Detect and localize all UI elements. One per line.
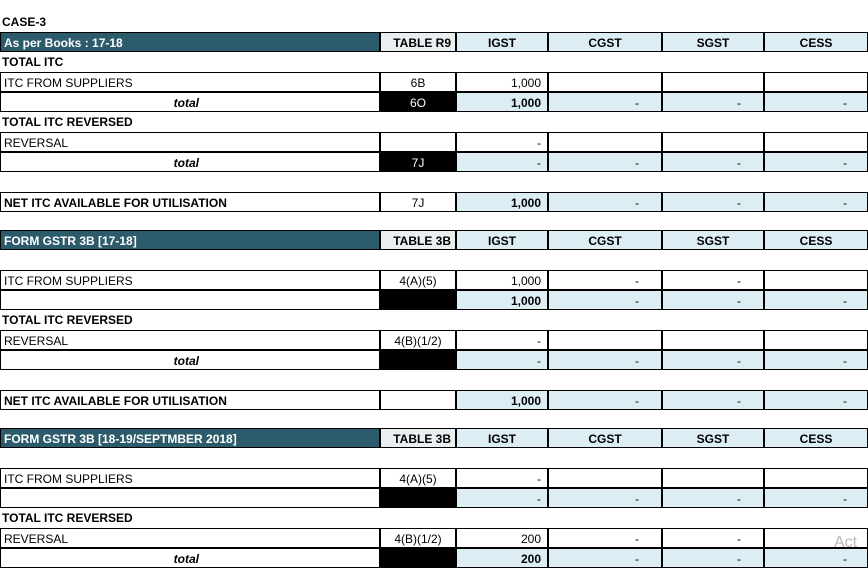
table-code — [380, 290, 456, 310]
igst-value: 1,000 — [456, 290, 548, 310]
sgst-value: - — [662, 390, 764, 410]
sgst-value: - — [662, 270, 764, 290]
col-sgst: SGST — [662, 428, 764, 448]
section3-table-label: TABLE 3B — [380, 428, 456, 448]
table-code: 4(A)(5) — [380, 270, 456, 290]
table-code — [380, 548, 456, 568]
cgst-value — [548, 330, 662, 350]
sgst-value: - — [662, 528, 764, 548]
sgst-value — [662, 468, 764, 488]
igst-value: 1,000 — [456, 270, 548, 290]
table-code — [380, 390, 456, 410]
row-label — [0, 488, 380, 508]
cgst-value: - — [548, 92, 662, 112]
section1-reversed-title: TOTAL ITC REVERSED — [2, 115, 133, 129]
col-cgst: CGST — [548, 428, 662, 448]
table-code — [380, 132, 456, 152]
table-row — [0, 468, 868, 488]
table-row — [0, 152, 868, 172]
igst-value: 1,000 — [456, 192, 548, 212]
case-title: CASE-3 — [2, 15, 47, 29]
igst-value: - — [456, 350, 548, 370]
igst-value: - — [456, 488, 548, 508]
section2-header-row — [0, 230, 868, 250]
sgst-value: - — [662, 548, 764, 568]
total-label: total — [0, 152, 380, 172]
sgst-value: - — [662, 488, 764, 508]
cgst-value: - — [548, 270, 662, 290]
table-code: 7J — [380, 192, 456, 212]
table-row — [0, 350, 868, 370]
section2-reversed-title: TOTAL ITC REVERSED — [2, 313, 133, 327]
table-row — [0, 548, 868, 568]
section3-reversed-title: TOTAL ITC REVERSED — [2, 511, 133, 525]
igst-value: - — [456, 330, 548, 350]
cgst-value: - — [548, 488, 662, 508]
sgst-value: - — [662, 152, 764, 172]
sgst-value — [662, 132, 764, 152]
net-itc-label: NET ITC AVAILABLE FOR UTILISATION — [0, 390, 380, 410]
table-row — [0, 192, 868, 212]
igst-value: 200 — [456, 548, 548, 568]
total-label: total — [0, 92, 380, 112]
col-cess: CESS — [764, 32, 868, 52]
table-code: 4(B)(1/2) — [380, 330, 456, 350]
sgst-value: - — [662, 290, 764, 310]
table-code: 4(A)(5) — [380, 468, 456, 488]
total-label: total — [0, 548, 380, 568]
cgst-value: - — [548, 350, 662, 370]
col-sgst: SGST — [662, 230, 764, 250]
table-row — [0, 290, 868, 310]
row-label: ITC FROM SUPPLIERS — [0, 270, 380, 290]
table-code — [380, 488, 456, 508]
col-cgst: CGST — [548, 32, 662, 52]
igst-value: 1,000 — [456, 72, 548, 92]
net-itc-label: NET ITC AVAILABLE FOR UTILISATION — [0, 192, 380, 212]
cgst-value — [548, 132, 662, 152]
sgst-value: - — [662, 92, 764, 112]
table-row — [0, 528, 868, 548]
col-cess: CESS — [764, 230, 868, 250]
section1-total-itc-title: TOTAL ITC — [2, 55, 64, 69]
igst-value: - — [456, 468, 548, 488]
cess-value: - — [764, 548, 868, 568]
cgst-value: - — [548, 528, 662, 548]
section3-header-row — [0, 428, 868, 448]
cess-value: - — [764, 290, 868, 310]
table-row — [0, 390, 868, 410]
cgst-value: - — [548, 290, 662, 310]
igst-value: - — [456, 152, 548, 172]
section2-table-label: TABLE 3B — [380, 230, 456, 250]
row-label — [0, 290, 380, 310]
igst-value: 200 — [456, 528, 548, 548]
table-code: 6B — [380, 72, 456, 92]
section1-header: As per Books : 17-18 — [0, 32, 380, 52]
cgst-value: - — [548, 548, 662, 568]
cgst-value: - — [548, 390, 662, 410]
igst-value: 1,000 — [456, 92, 548, 112]
col-cgst: CGST — [548, 230, 662, 250]
row-label: REVERSAL — [0, 330, 380, 350]
table-row — [0, 270, 868, 290]
cess-value: - — [764, 192, 868, 212]
table-row — [0, 330, 868, 350]
table-code: 4(B)(1/2) — [380, 528, 456, 548]
cgst-value — [548, 468, 662, 488]
section3-header: FORM GSTR 3B [18-19/SEPTMBER 2018] — [0, 428, 380, 448]
watermark-text: Act — [834, 534, 858, 551]
row-label: ITC FROM SUPPLIERS — [0, 72, 380, 92]
col-igst: IGST — [456, 230, 548, 250]
cgst-value: - — [548, 192, 662, 212]
col-igst: IGST — [456, 32, 548, 52]
cess-value — [764, 468, 868, 488]
cess-value: - — [764, 92, 868, 112]
cess-value — [764, 72, 868, 92]
cess-value: - — [764, 152, 868, 172]
row-label: REVERSAL — [0, 132, 380, 152]
cess-value — [764, 330, 868, 350]
section1-table-label: TABLE R9 — [380, 32, 456, 52]
table-code — [380, 350, 456, 370]
table-code: 7J — [380, 152, 456, 172]
row-label: REVERSAL — [0, 528, 380, 548]
cess-value — [764, 270, 868, 290]
igst-value: 1,000 — [456, 390, 548, 410]
table-row — [0, 72, 868, 92]
section2-header: FORM GSTR 3B [17-18] — [0, 230, 380, 250]
cess-value: - — [764, 390, 868, 410]
cgst-value — [548, 72, 662, 92]
cess-value — [764, 132, 868, 152]
igst-value: - — [456, 132, 548, 152]
table-code: 6O — [380, 92, 456, 112]
cess-value: - — [764, 350, 868, 370]
table-row — [0, 488, 868, 508]
cgst-value: - — [548, 152, 662, 172]
sgst-value: - — [662, 192, 764, 212]
section1-header-row — [0, 32, 868, 52]
table-row — [0, 92, 868, 112]
table-row — [0, 132, 868, 152]
sgst-value — [662, 330, 764, 350]
sgst-value: - — [662, 350, 764, 370]
sgst-value — [662, 72, 764, 92]
col-sgst: SGST — [662, 32, 764, 52]
col-cess: CESS — [764, 428, 868, 448]
total-label: total — [0, 350, 380, 370]
cess-value: - — [764, 488, 868, 508]
row-label: ITC FROM SUPPLIERS — [0, 468, 380, 488]
col-igst: IGST — [456, 428, 548, 448]
